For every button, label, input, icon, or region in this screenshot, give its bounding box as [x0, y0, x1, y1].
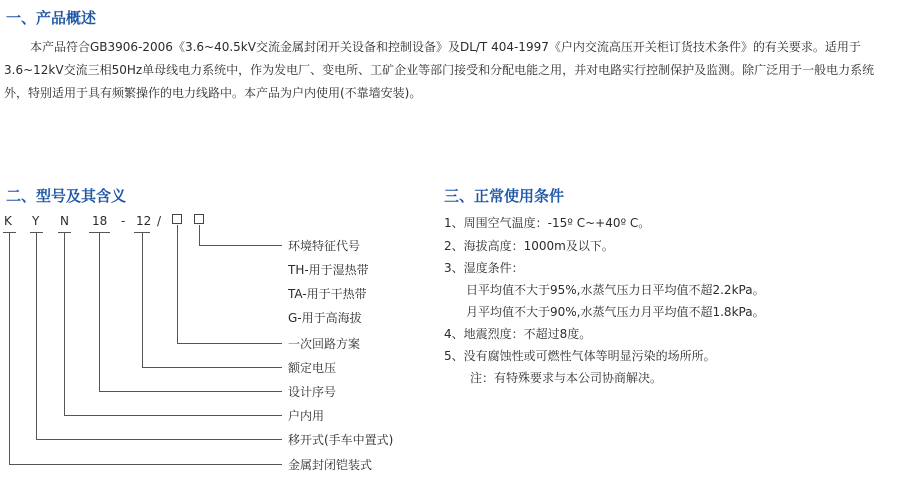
- label-withdrawable-type: 移开式(手车中置式): [288, 433, 394, 447]
- code-design-number: 18: [92, 214, 108, 228]
- condition-no-corrosion: 5、没有腐蚀性或可燃性气体等明显污染的场所所。: [444, 349, 716, 363]
- label-design-serial: 设计序号: [288, 385, 337, 399]
- section-title-model: 二、型号及其含义: [6, 187, 127, 205]
- condition-humidity: 3、湿度条件：: [444, 261, 524, 275]
- code-letter-n: N: [60, 214, 69, 228]
- condition-humidity-daily: 日平均值不大于95%,水蒸气压力日平均值不超2.2kPa。: [466, 283, 765, 297]
- section-title-overview: 一、产品概述: [6, 9, 97, 27]
- overview-paragraph: 本产品符合GB3906-2006《3.6~40.5kV交流金属封闭开关设备和控制设备》及DL/T 404-1997《户内交流高压开关柜订货技术条件》的有关要求。适用于3.6~12kV交流三相50Hz单母线电力系统中，作为发电厂、变电所、工矿企业等部门接受和分配电能之用，并对电路实行控制保护及监测。除广泛用于一般电力系统外，特别适用于具有频繁操作的电力线路中。本产品为户内使用(不靠墙安装)。: [4, 40, 875, 100]
- code-letter-k: K: [4, 214, 12, 228]
- label-rated-voltage: 额定电压: [288, 361, 337, 375]
- label-environment-code: 环境特征代号: [288, 239, 361, 253]
- code-rated-voltage: 12: [136, 214, 152, 228]
- code-dash: -: [121, 214, 126, 228]
- label-th-humid-tropic: TH-用于湿热带: [288, 263, 369, 277]
- label-indoor-use: 户内用: [288, 409, 325, 423]
- condition-note: 注：有特殊要求与本公司协商解决。: [470, 371, 663, 385]
- condition-temperature: 1、周围空气温度：-15º C~+40º C。: [444, 216, 651, 230]
- condition-altitude: 2、海拔高度：1000m及以下。: [444, 239, 614, 253]
- label-ta-dry-tropic: TA-用于干热带: [288, 287, 367, 301]
- code-letter-y: Y: [32, 214, 40, 228]
- label-g-high-altitude: G-用于高海拔: [288, 311, 362, 325]
- condition-humidity-monthly: 月平均值不大于90%,水蒸气压力月平均值不超1.8kPa。: [466, 305, 765, 319]
- section-title-conditions: 三、正常使用条件: [444, 187, 565, 205]
- condition-seismic: 4、地震烈度：不超过8度。: [444, 327, 592, 341]
- label-primary-circuit-scheme: 一次回路方案: [288, 337, 361, 351]
- label-metal-clad: 金属封闭铠装式: [288, 458, 373, 472]
- code-slash: /: [157, 214, 162, 228]
